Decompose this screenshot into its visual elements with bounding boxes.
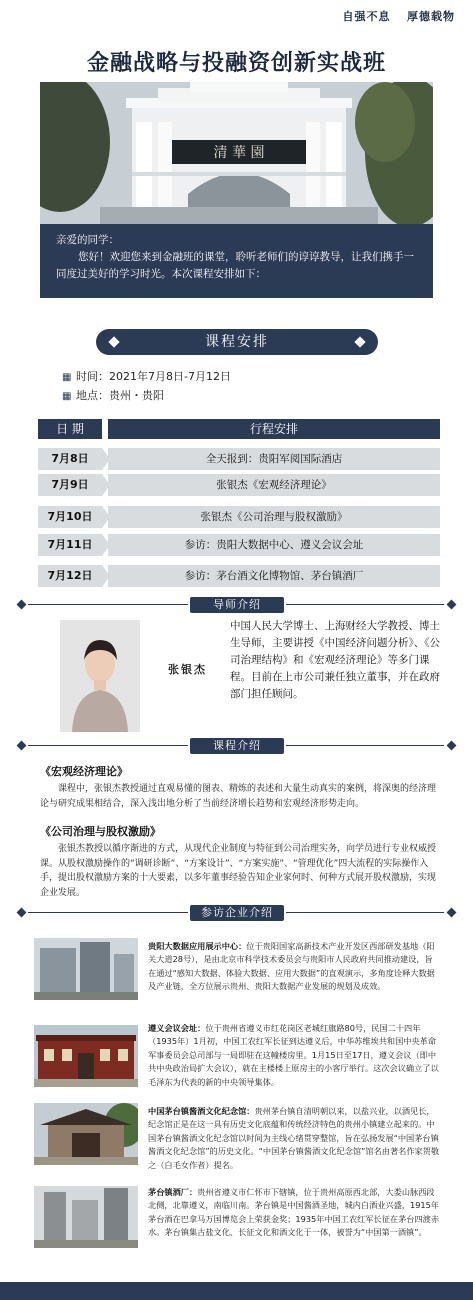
schedule-col-date: 日 期 <box>38 419 102 439</box>
course-section-title: 课程介绍 <box>190 738 284 754</box>
schedule-row-date: 7月9日 <box>38 474 102 496</box>
page-title: 金融战略与投融资创新实战班 <box>86 50 386 76</box>
welcome-box <box>40 224 433 298</box>
visit-item <box>148 940 440 994</box>
schedule-row-activity: 张银杰《宏观经济理论》 <box>108 474 440 496</box>
visit-item <box>148 1105 440 1172</box>
schedule-row-date: 7月10日 <box>38 506 102 528</box>
visit-section-divider <box>18 905 455 921</box>
course-description: 课程中，张银杰教授通过直观易懂的图表、精炼的表述和大量生动真实的案例，将深奥的经济理论与研究成果相结合，深入浅出地分析了当前经济增长趋势和宏观经济形势走向。 <box>40 784 437 809</box>
visit-section-title: 参访企业介绍 <box>190 905 284 921</box>
diamond-icon <box>17 600 27 610</box>
location-pin-icon: ▦ <box>62 391 72 402</box>
motto <box>331 8 456 24</box>
big-data-center-photo <box>34 938 138 1000</box>
calendar-icon: ▦ <box>62 372 72 383</box>
diamond-icon <box>447 600 457 610</box>
course-title: 《公司治理与股权激励》 <box>40 825 161 838</box>
teacher-portrait <box>60 620 140 732</box>
diamond-icon <box>354 336 365 347</box>
schedule-time <box>62 368 231 384</box>
schedule-section-title <box>96 329 378 355</box>
schedule-time-text: 时间：2021年7月8日-7月12日 <box>76 370 231 383</box>
schedule-row-activity: 张银杰《公司治理与股权激励》 <box>108 506 440 528</box>
schedule-row-activity: 参访：贵阳大数据中心、遵义会议会址 <box>108 534 440 556</box>
schedule-place-text: 地点：贵州・贵阳 <box>76 389 164 402</box>
visit-item-text: 位于贵阳国家高新技术产业开发区西部研发基地（阳关大道28号），是由北京市科学技术委员会与贵阳市人民政府共同推动建设，旨在通过“感知大数据、体验大数据、应用大数据”的直观演示，多角度诠释大数据及产业链，全方位展示贵州、贵阳大数据产业发展的规划及成效。 <box>148 941 435 992</box>
zunyi-meeting-site-photo <box>34 1025 138 1087</box>
visit-item-name: 遵义会议会址： <box>148 1023 206 1033</box>
welcome-greeting: 亲爱的同学： <box>56 234 119 246</box>
schedule-row-date: 7月8日 <box>38 448 102 470</box>
visit-item-text: 贵州茅台镇自清明朝以来，以盐兴业，以酒见长，纪念馆正是在这一具有历史文化底蕴和传统经济特色的贵州小镇建立起来的。中国茅台镇酱酒文化纪念馆以时间为主线心绪贯穿整馆，旨在弘扬发展“中国茅台镇酱酒文化纪念馆”的历史文化。“中国茅台镇酱酒文化纪念馆”馆名由著名作家贺敬之（白毛女作者）提名。 <box>148 1106 440 1170</box>
course-description: 张银杰教授以循序渐进的方式，从现代企业制度与特征到公司治理实务，向学员进行专业权威授课。从股权激励操作的“调研诊断”、“方案设计”、“方案实施”、“管理优化”四大流程的实际操作入手，提出股权激励方案的十大要素，以多年董事经验告知企业家何时、何种方式展开股权激励，实现企业发展。 <box>40 844 437 898</box>
moutai-museum-photo <box>34 1103 138 1165</box>
welcome-text: 您好！欢迎您来到金融班的课堂，聆听老师们的谆谆教导，让我们携手一同度过美好的学习时光。本次课程安排如下： <box>56 251 415 280</box>
teacher-bio: 中国人民大学博士、上海财经大学教授、博士生导师，主要讲授《中国经济问题分析》、《公司治理结构》和《宏观经济理论》等多门课程。目前在上市公司兼任独立董事，并在政府部门担任顾问。 <box>230 620 440 700</box>
visit-item-name: 中国茅台镇酱酒文化纪念馆： <box>148 1106 255 1116</box>
schedule-place <box>62 387 164 403</box>
schedule-row-date: 7月11日 <box>38 534 102 556</box>
diamond-icon <box>17 908 27 918</box>
gate-plaque-text: 清 華 園 <box>213 145 265 161</box>
diamond-icon <box>17 741 27 751</box>
diamond-icon <box>447 908 457 918</box>
teacher-section-title: 导师介绍 <box>190 597 284 613</box>
gate-illustration <box>40 82 433 227</box>
visit-item-name: 茅台镇酒厂： <box>148 1187 198 1197</box>
visit-item-name: 贵阳大数据应用展示中心： <box>148 941 247 951</box>
diamond-icon <box>108 336 119 347</box>
motto-right: 厚德载物 <box>407 10 455 23</box>
visit-item-text: 位于贵州省遵义市红花岗区老城红旗路80号，民国二十四年（1935年）1月初，中国工农红军长征到达遵义后，中华苏维埃共和国中央革命军事委员会总司部与一局即驻在这幢楼房里。1月15日至17日，遵义会议（即中共中央政治局扩大会议），就在主楼楼上原房主的小客厅举行。这次会议确立了以毛泽东为代表的新的中央领导集体。 <box>148 1023 439 1087</box>
hero-image <box>40 82 433 227</box>
motto-left: 自强不息 <box>342 10 391 23</box>
schedule-row-activity: 参访：茅台酒文化博物馆、茅台镇酒厂 <box>108 565 440 587</box>
schedule-col-activity: 行程安排 <box>108 419 440 439</box>
schedule-row-date: 7月12日 <box>38 565 102 587</box>
teacher-section-divider <box>18 597 455 613</box>
visit-item <box>148 1022 440 1089</box>
diamond-icon <box>447 741 457 751</box>
moutai-distillery-photo <box>34 1186 138 1248</box>
course-title: 《宏观经济理论》 <box>40 765 128 778</box>
schedule-title-text: 课程安排 <box>205 334 269 350</box>
schedule-row-activity: 全天报到：贵阳军阅国际酒店 <box>108 448 440 470</box>
visit-item-text: 贵州省遵义市仁怀市下辖镇，位于贵州高原西北部，大娄山脉西段北侧，北靠遵义，南临川南。茅台镇是中国酱酒圣地，城内白酒业兴盛，1915年茅台酒在巴拿马万国博览会上荣获金奖；1935年中国工农红军长征在茅台四渡赤水。茅台镇集古盐文化、长征文化和酒文化于一体，被誉为“中国第一酒镇”。 <box>148 1187 440 1238</box>
footer-bar <box>0 1282 473 1300</box>
visit-item <box>148 1186 440 1240</box>
teacher-name: 张银杰 <box>168 663 207 676</box>
course-section-divider <box>18 738 455 754</box>
